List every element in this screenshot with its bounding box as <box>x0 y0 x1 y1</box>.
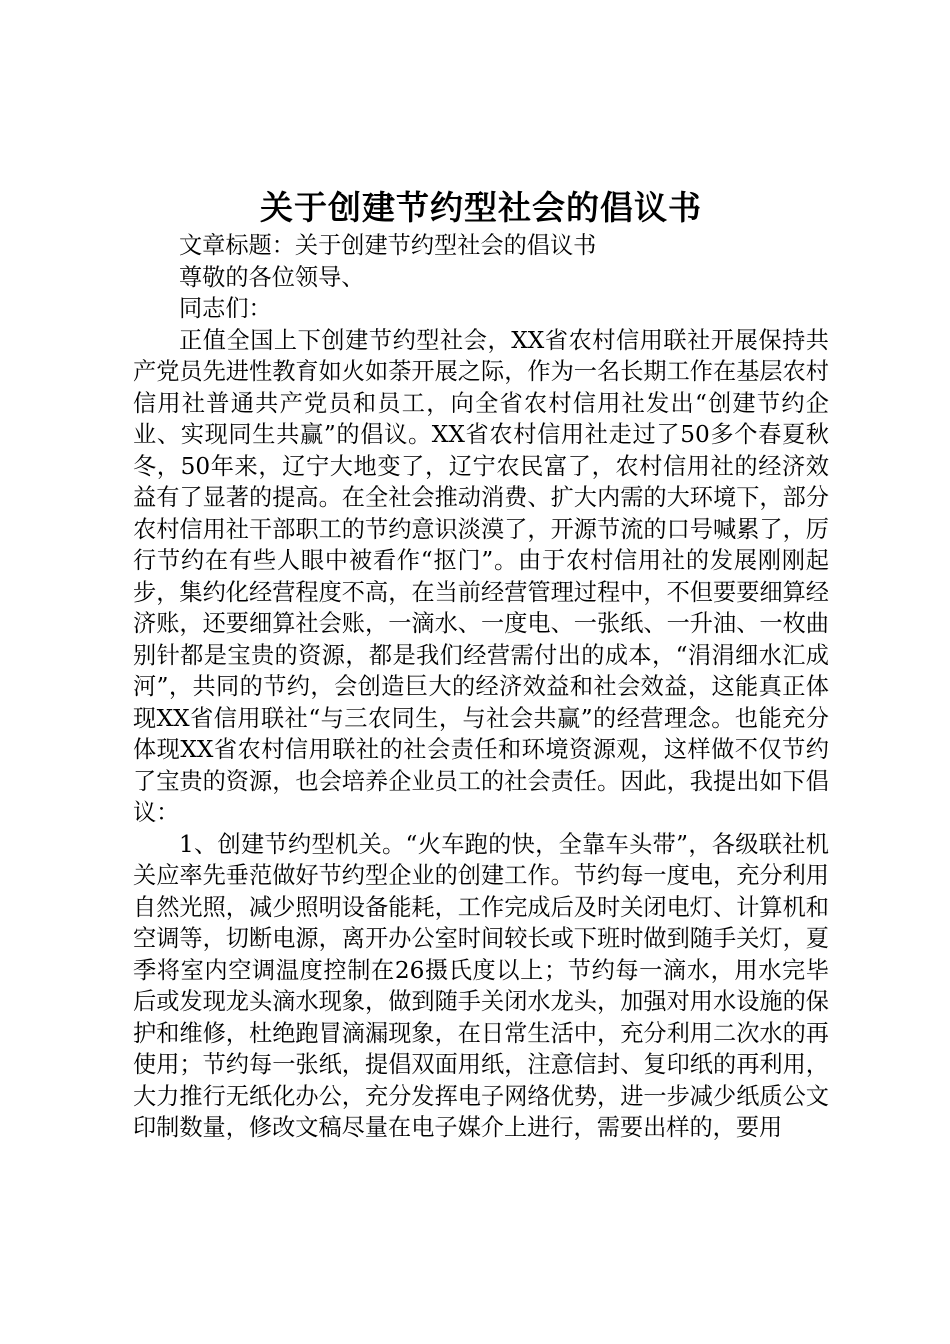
body-paragraph-intro: 正值全国上下创建节约型社会，XX省农村信用联社开展保持共产党员先进性教育如火如荼开展之际，作为一名长期工作在基层农村信用社普通共产党员和员工，向全省农村信用社发出“创建节约企业、实现同生共赢”的倡议。XX省农村信用社走过了50多个春夏秋冬，50年来，辽宁大地变了，辽宁农民富了，农村信用社的经济效益有了显著的提高。在全社会推动消费、扩大内需的大环境下，部分农村信用社干部职工的节约意识淡漠了，开源节流的口号喊累了，厉行节约在有些人眼中被看作“抠门”。由于农村信用社的发展刚刚起步，集约化经营程度不高，在当前经营管理过程中，不但要要细算经济账，还要细算社会账，一滴水、一度电、一张纸、一升油、一枚曲别针都是宝贵的资源，都是我们经营需付出的成本，“涓涓细水汇成河”，共同的节约，会创造巨大的经济效益和社会效益，这能真正体现XX省信用联社“与三农同生，与社会共赢”的经营理念。也能充分体现XX省农村信用联社的社会责任和环境资源观，这样做不仅节约了宝贵的资源，也会培养企业员工的社会责任。因此，我提出如下倡议： <box>133 326 829 826</box>
salutation-line: 同志们： <box>179 295 272 322</box>
greeting-line: 尊敬的各位领导、 <box>179 263 365 291</box>
body-paragraph-proposal-1: 1、创建节约型机关。“火车跑的快，全靠车头带”，各级联社机关应率先垂范做好节约型企业的创建工作。节约每一度电，充分利用自然光照，减少照明设备能耗，工作完成后及时关闭电灯、计算机和空调等，切断电源，离开办公室时间较长或下班时做到随手关灯，夏季将室内空调温度控制在26摄氏度以上；节约每一滴水，用水完毕后或发现龙头滴水现象，做到随手关闭水龙头，加强对用水设施的保护和维修，杜绝跑冒滴漏现象，在日常生活中，充分利用二次水的再使用；节约每一张纸，提倡双面用纸，注意信封、复印纸的再利用，大力推行无纸化办公，充分发挥电子网络优势，进一步减少纸质公文印制数量，修改文稿尽量在电子媒介上进行，需要出样的，要用 <box>133 830 829 1141</box>
document-page <box>133 186 829 1144</box>
article-title-line: 文章标题：关于创建节约型社会的倡议书 <box>179 232 597 259</box>
document-title: 关于创建节约型社会的倡议书 <box>260 188 702 227</box>
